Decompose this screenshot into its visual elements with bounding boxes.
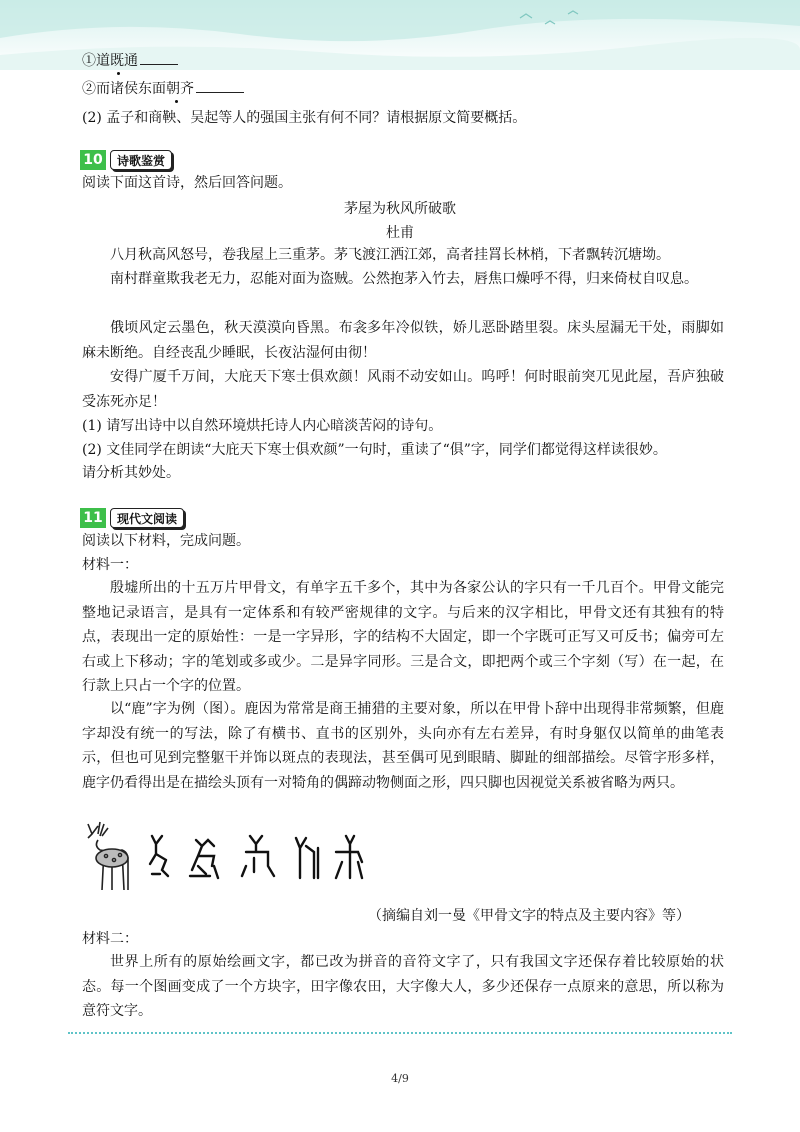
- section-number-badge: 10: [80, 150, 106, 170]
- q9-item2-row: [82, 80, 244, 98]
- page-number: 4/9: [391, 1072, 409, 1085]
- section-10-q2: (2) 文佳同学在朗读“大庇天下寒士俱欢颜”一句时，重读了“俱”字，同学们都觉得这样读很妙。: [82, 442, 667, 458]
- section-10-header: [80, 149, 172, 171]
- answer-blank: [196, 80, 244, 93]
- material1-paragraph: 殷墟所出的十五万片甲骨文，有单字五千多个，其中为各家公认的字只有一千几百个。甲骨文能完整地记录语言，是具有一定体系和有较严密规律的文字。与后来的汉字相比，甲骨文还有其独有的特点，表现出一定的原始性：一是一字异形，字的结构不大固定，即一个字既可正写又可反书；偏旁可左右或上下移动；字的笔划或多或少。二是异字同形。三是合文，即把两个或三个字刻（写）在一起，在行款上只占一个字的位置。: [82, 580, 724, 694]
- poem-stanza: 南村群童欺我老无力，忍能对面为盗贼。公然抱茅入竹去，唇焦口燥呼不得，归来倚杖自叹息。: [110, 271, 698, 287]
- section-number-badge: 11: [80, 508, 106, 528]
- q9-item1: ①道既通: [82, 53, 138, 69]
- section-11-intro: 阅读以下材料，完成问题。: [82, 533, 250, 549]
- section-11-header: [80, 507, 184, 529]
- oracle-deer-glyph-icon: [150, 836, 362, 878]
- material2-label: 材料二：: [82, 931, 138, 947]
- q9-sub2: (2) 孟子和商鞅、吴起等人的强国主张有何不同？请根据原文简要概括。: [82, 110, 527, 126]
- deer-drawing-icon: [88, 822, 128, 890]
- section-10-q1: (1) 请写出诗中以自然环境烘托诗人内心暗淡苦闷的诗句。: [82, 418, 443, 434]
- answer-blank: [140, 52, 178, 65]
- q9-item2: ②而诸侯东面朝齐: [82, 81, 194, 97]
- poem-stanza: 安得广厦千万间，大庇天下寒士俱欢颜！风雨不动安如山。呜呼！何时眼前突兀见此屋，吾庐独破受冻死亦足！: [82, 369, 724, 410]
- poem-title: 茅屋为秋风所破歌: [344, 201, 456, 217]
- poem-author: 杜甫: [386, 225, 414, 241]
- material1-paragraph: 以“鹿”字为例（图）。鹿因为常常是商王捕猎的主要对象，所以在甲骨卜辞中出现得非常频繁，但鹿字却没有统一的写法，除了有横书、直书的区别外，头向亦有左右差异，有时身躯仅以简单的曲笔表示，但也可见到完整躯干并饰以斑点的表现法，甚至偶可见到眼睛、脚趾的细部描绘。尽管字形多样，鹿字仍看得出是在描绘头顶有一对犄角的偶蹄动物侧面之形，四只脚也因视觉关系被省略为两只。: [82, 701, 724, 791]
- q9-item1-row: [82, 52, 178, 70]
- poem-stanza: 八月秋高风怒号，卷我屋上三重茅。茅飞渡江洒江郊，高者挂罥长林梢，下者飘转沉塘坳。: [110, 247, 670, 263]
- section-10-intro: 阅读下面这首诗，然后回答问题。: [82, 175, 292, 191]
- emphasis-dot: [175, 100, 178, 103]
- footer-divider: [68, 1032, 732, 1034]
- section-tag: 现代文阅读: [110, 508, 184, 528]
- poem-stanza: 俄顷风定云墨色，秋天漠漠向昏黑。布衾多年冷似铁，娇儿恶卧踏里裂。床头屋漏无干处，雨脚如麻未断绝。自经丧乱少睡眠，长夜沾湿何由彻！: [82, 320, 724, 361]
- material1-label: 材料一：: [82, 557, 138, 573]
- emphasis-dot: [117, 72, 120, 75]
- section-10-q2-cont: 请分析其妙处。: [82, 465, 180, 481]
- material2-paragraph: 世界上所有的原始绘画文字，都已改为拼音的音符文字了，只有我国文字还保存着比较原始的状态。每一个图画变成了一个方块字，田字像农田，大字像大人，多少还保存一点原来的意思，所以称为意符文字。: [82, 954, 724, 1019]
- section-tag: 诗歌鉴赏: [110, 150, 172, 170]
- source-citation: （摘编自刘一曼《甲骨文字的特点及主要内容》等）: [368, 908, 690, 924]
- deer-character-illustration: [78, 818, 398, 894]
